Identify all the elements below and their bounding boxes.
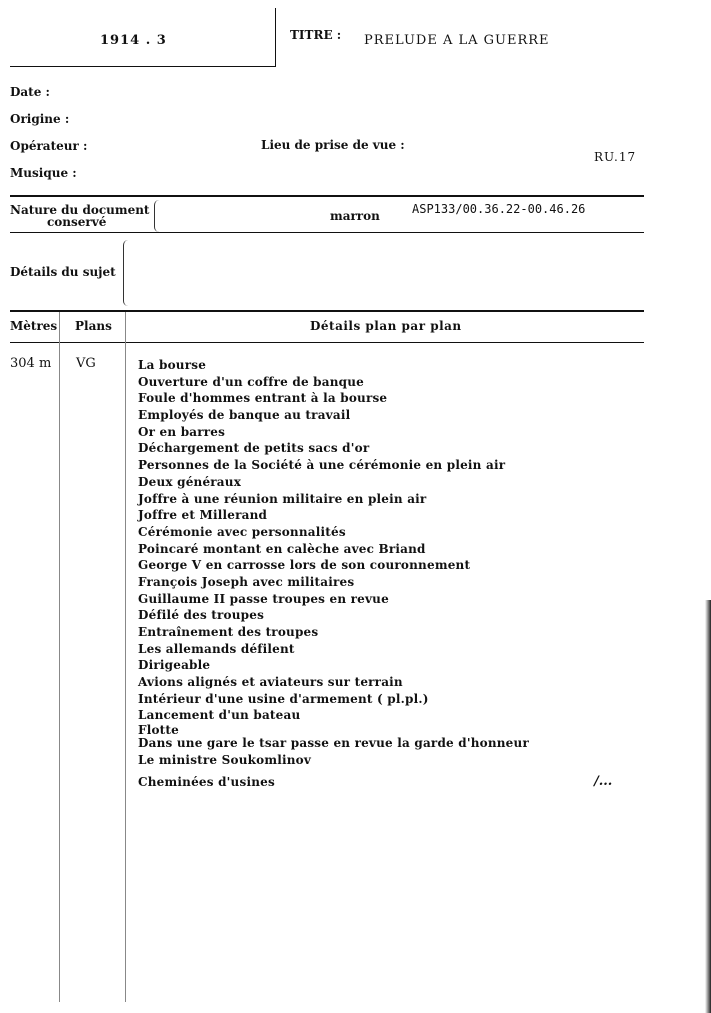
table-header-rule: [10, 342, 644, 343]
list-item: George V en carrosse lors de son couronnement: [138, 558, 471, 573]
sujet-brace: [123, 240, 128, 306]
sujet-label: Détails du sujet: [10, 265, 116, 279]
musique-label: Musique :: [10, 166, 77, 180]
list-item: Or en barres: [138, 424, 226, 439]
shot-list: [138, 357, 529, 790]
col-header-details: Détails plan par plan: [310, 319, 462, 333]
plans-value: VG: [76, 356, 96, 371]
section-rule-top: [10, 195, 644, 197]
nature-brace: [154, 200, 159, 232]
metres-value: 304 m: [10, 356, 52, 371]
list-item: Dirigeable: [138, 658, 211, 673]
list-item: Personnes de la Société à une cérémonie en plein air: [138, 458, 506, 473]
list-item: Le ministre Soukomlinov: [138, 752, 312, 767]
reference-number: 1914 . 3: [100, 33, 167, 48]
list-item: Employés de banque au travail: [138, 408, 351, 423]
list-item: Flotte: [138, 723, 180, 738]
timecode: ASP133/00.36.22-00.46.26: [412, 202, 586, 216]
col-header-metres: Mètres: [10, 319, 58, 333]
list-item: Cérémonie avec personnalités: [138, 524, 346, 539]
list-item: Dans une gare le tsar passe en revue la garde d'honneur: [138, 736, 529, 751]
reference-code: RU.17: [594, 150, 637, 164]
nature-value: marron: [330, 209, 380, 223]
list-item: Intérieur d'une usine d'armement ( pl.pl.): [138, 691, 429, 706]
header-underline: [10, 66, 276, 67]
list-item: La bourse: [138, 358, 207, 372]
list-item: Ouverture d'un coffre de banque: [138, 374, 365, 389]
list-item: Deux généraux: [138, 474, 242, 489]
list-item: Joffre à une réunion militaire en plein air: [138, 491, 427, 506]
list-item: Poincaré montant en calèche avec Briand: [138, 541, 426, 556]
date-label: Date :: [10, 85, 50, 99]
nature-label-line1: Nature du document: [10, 203, 150, 217]
col-header-plans: Plans: [75, 319, 112, 333]
list-item: Guillaume II passe troupes en revue: [138, 591, 389, 606]
section-rule-table: [10, 310, 644, 312]
list-item: Avions alignés et aviateurs sur terrain: [138, 675, 403, 690]
page-edge-shadow: [705, 600, 711, 1013]
nature-label-line2: conservé: [47, 215, 107, 229]
list-item: Défilé des troupes: [138, 608, 265, 623]
list-item: Cheminées d'usines: [138, 774, 275, 789]
title-label: TITRE :: [290, 28, 342, 42]
list-item: François Joseph avec militaires: [138, 574, 355, 589]
continuation-mark: /...: [594, 774, 613, 789]
origine-label: Origine :: [10, 112, 70, 126]
col-divider-1: [59, 312, 60, 1002]
lieu-label: Lieu de prise de vue :: [261, 138, 405, 152]
document-title: PRELUDE A LA GUERRE: [364, 33, 550, 48]
header-divider: [275, 8, 276, 67]
operateur-label: Opérateur :: [10, 139, 88, 153]
list-item: Foule d'hommes entrant à la bourse: [138, 391, 388, 406]
list-item: Entraînement des troupes: [138, 625, 319, 639]
list-item: Joffre et Millerand: [138, 508, 268, 523]
list-item: Déchargement de petits sacs d'or: [138, 441, 370, 456]
section-rule-nature: [10, 232, 644, 233]
col-divider-2: [125, 312, 126, 1002]
list-item: Lancement d'un bateau: [138, 708, 301, 723]
list-item: Les allemands défilent: [138, 641, 295, 656]
